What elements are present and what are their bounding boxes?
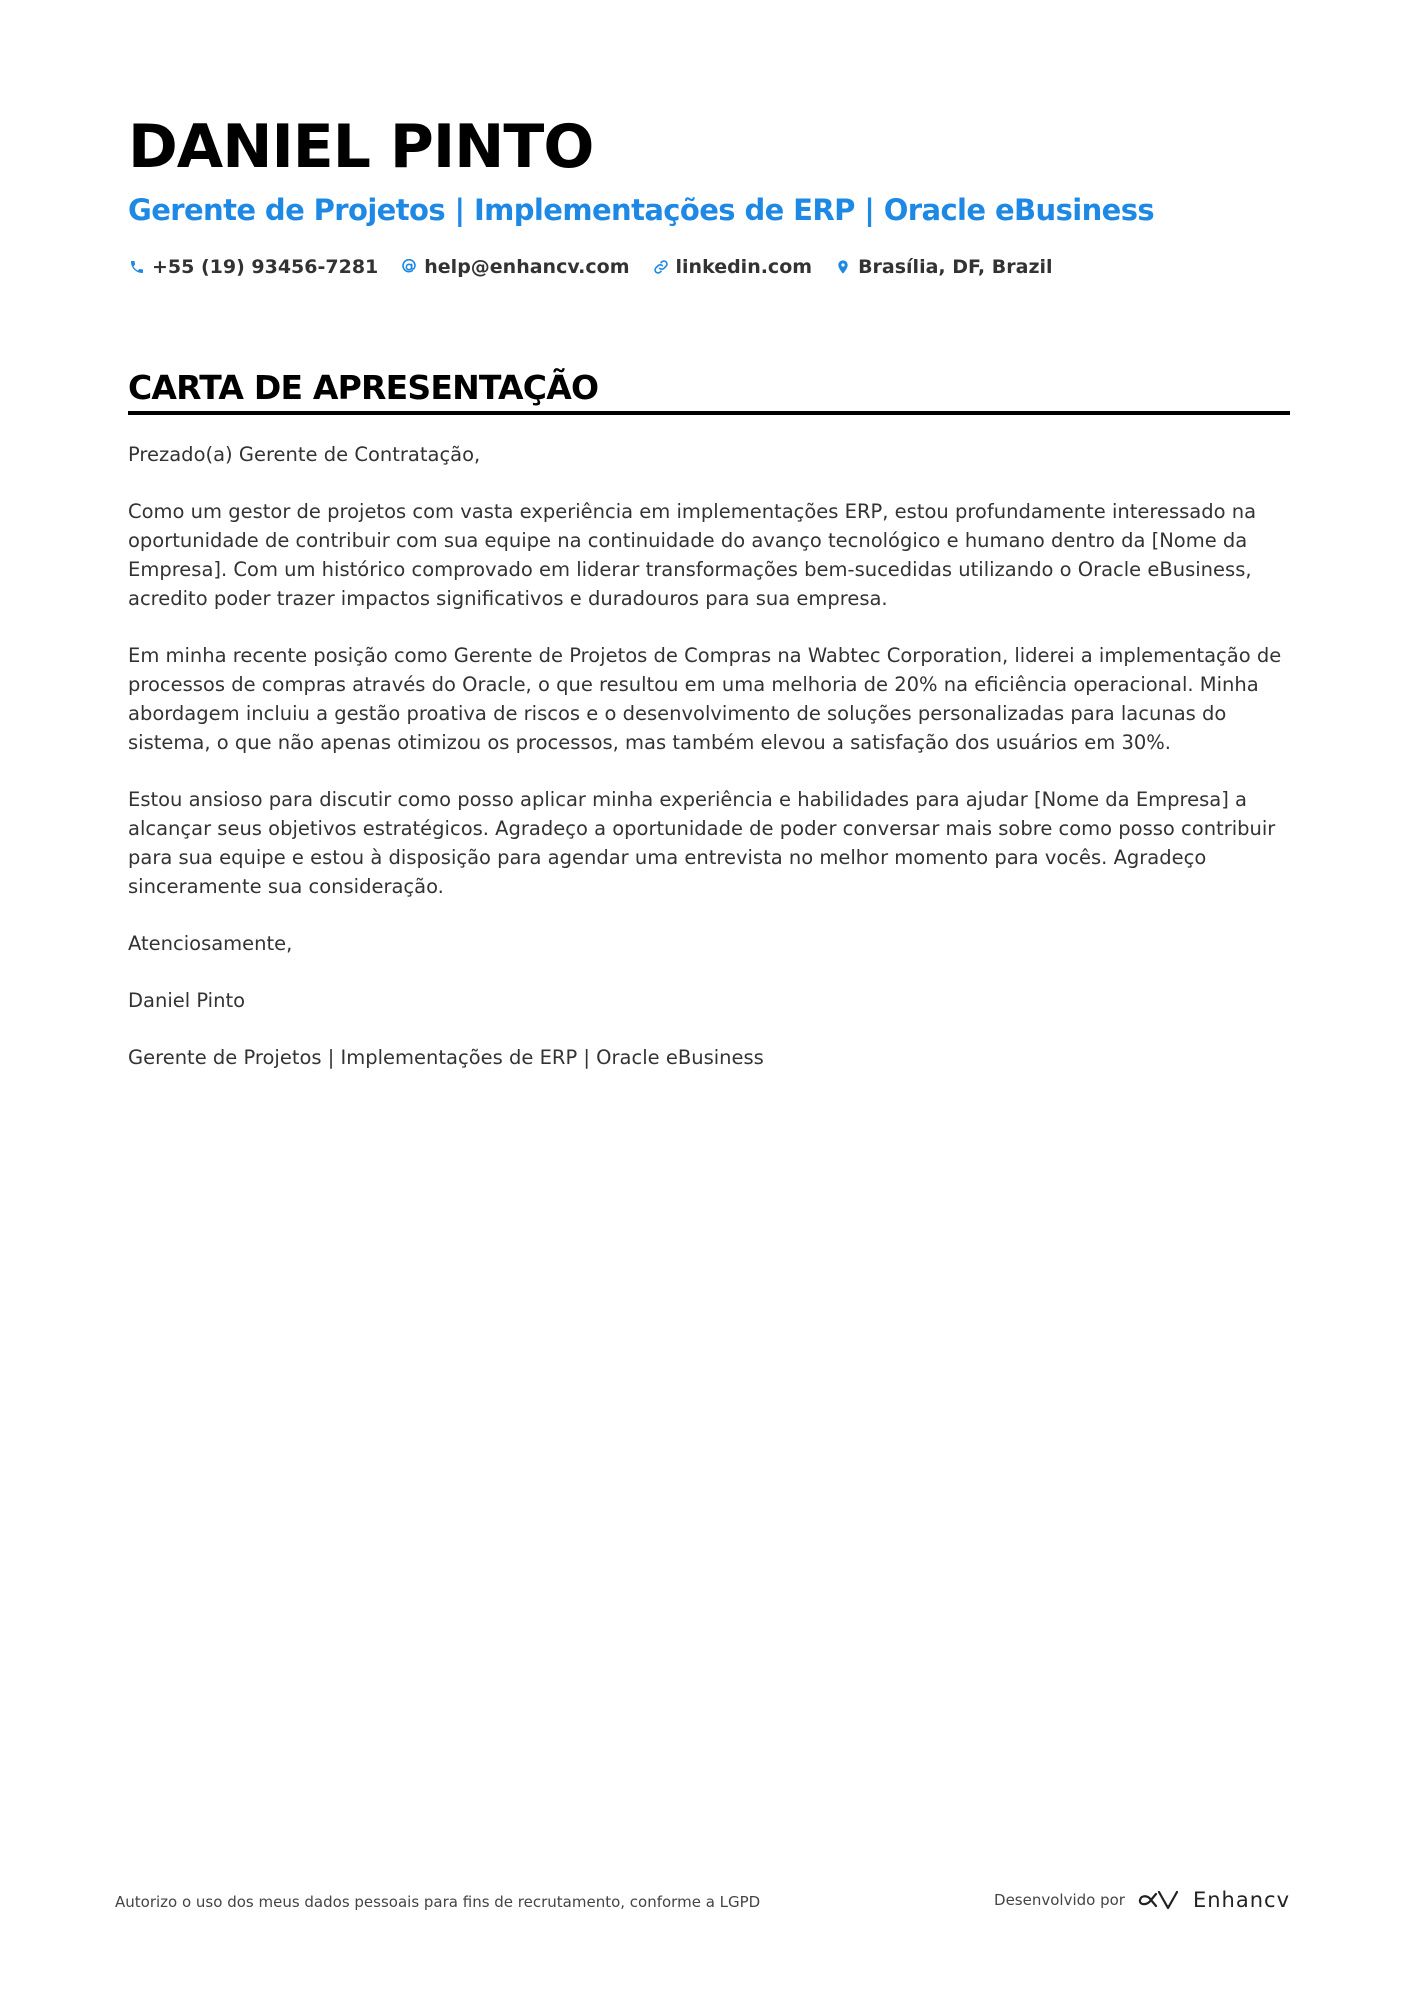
contact-location-text: Brasília, DF, Brazil <box>858 256 1053 278</box>
letter-paragraph: Como um gestor de projetos com vasta experiência em implementações ERP, estou profundamente interessado na oportunidade de contribuir com sua equipe na continuidade do avanço tecnológico e humano dentro da [Nome da Empresa]. Com um histórico comprovado em liderar transformações bem-sucedidas utilizando o Oracle eBusiness, acredito poder trazer impactos significativos e duradouros para sua empresa. <box>128 500 1257 610</box>
contact-linkedin[interactable] <box>652 253 813 281</box>
phone-icon <box>128 258 146 276</box>
brand-name: Enhancv <box>1192 1888 1290 1912</box>
at-icon <box>400 258 418 276</box>
link-icon <box>652 258 670 276</box>
contact-phone[interactable] <box>128 253 378 281</box>
powered-by-label: Desenvolvido por <box>994 1891 1125 1909</box>
letter-greeting: Prezado(a) Gerente de Contratação, <box>128 443 481 466</box>
letter-paragraph: Em minha recente posição como Gerente de Projetos de Compras na Wabtec Corporation, liderei a implementação de processos de compras através do Oracle, o que resultou em uma melhoria de 20% na eficiência operacional. Minha abordagem incluiu a gestão proativa de riscos e o desenvolvimento de soluções personalizadas para lacunas do sistema, o que não apenas otimizou os processos, mas também elevou a satisfação dos usuários em 30%. <box>128 644 1282 754</box>
letter-signature-title: Gerente de Projetos | Implementações de ERP | Oracle eBusiness <box>128 1046 764 1069</box>
letter-closing: Atenciosamente, <box>128 932 293 955</box>
candidate-name: DANIEL PINTO <box>128 112 594 182</box>
letter-signature-name: Daniel Pinto <box>128 989 246 1012</box>
location-pin-icon <box>834 258 852 276</box>
section-title: CARTA DE APRESENTAÇÃO <box>128 368 599 407</box>
contact-bar <box>128 253 1075 281</box>
contact-email-text: help@enhancv.com <box>424 256 630 278</box>
footer-consent-text: Autorizo o uso dos meus dados pessoais para fins de recrutamento, conforme a LGPD <box>115 1893 761 1911</box>
contact-email[interactable] <box>400 253 629 281</box>
enhancv-logo-icon <box>1137 1888 1183 1912</box>
letter-paragraph: Estou ansioso para discutir como posso aplicar minha experiência e habilidades para ajudar [Nome da Empresa] a alcançar seus objetivos estratégicos. Agradeço a oportunidade de poder conversar mais sobre como posso contribuir para sua equipe e estou à disposição para agendar uma entrevista no melhor momento para vocês. Agradeço sinceramente sua consideração. <box>128 788 1276 898</box>
contact-location <box>834 253 1052 281</box>
candidate-headline: Gerente de Projetos | Implementações de ERP | Oracle eBusiness <box>128 193 1155 227</box>
cover-letter-body <box>128 440 1290 1100</box>
section-divider <box>128 411 1290 415</box>
contact-linkedin-text: linkedin.com <box>675 256 813 278</box>
footer-branding[interactable] <box>994 1888 1290 1912</box>
contact-phone-text: +55 (19) 93456-7281 <box>152 256 379 278</box>
